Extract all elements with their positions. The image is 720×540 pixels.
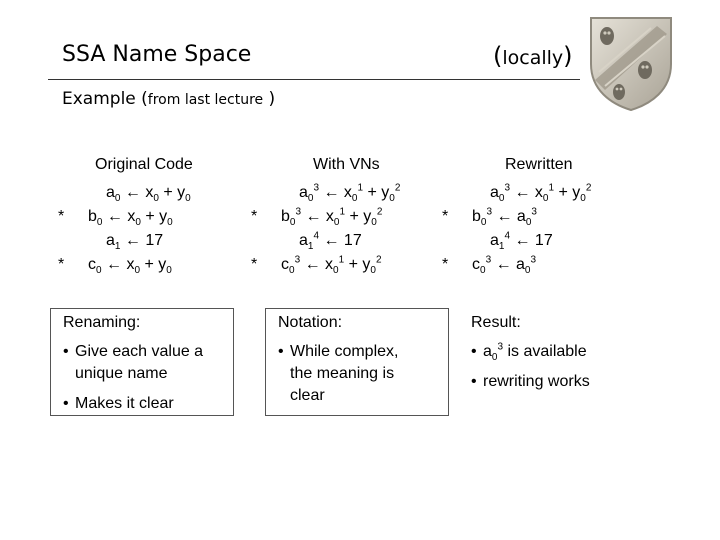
asterisk-marker: * [58, 208, 65, 225]
bullet-dot-icon: • [278, 343, 284, 360]
code-text: $c_0^3$ ← $a_0^3$ [472, 254, 537, 277]
asterisk-marker: * [442, 256, 449, 273]
code-text: $b_0^3$ ← $x_0^1 + y_0^2$ [281, 206, 383, 229]
code-text: $a_0$ ← $x_0 + y_0$ [106, 184, 191, 205]
title-tag [493, 42, 573, 70]
bullet-text: $a_0^3$ is available [483, 341, 587, 364]
bullet-dot-icon: • [63, 395, 69, 412]
bullet-item [63, 341, 213, 385]
box-title: Renaming: [63, 314, 141, 331]
result-box [458, 308, 642, 416]
bullet-item [63, 393, 213, 415]
bullet-text: Give each value a unique name [75, 343, 204, 382]
bullet-dot-icon: • [471, 373, 477, 390]
code-text: $a_1^4$ ← 17 [490, 230, 553, 253]
bullet-text: Makes it clear [75, 395, 174, 412]
bullet-dot-icon: • [63, 343, 69, 360]
tag-word: locally [502, 47, 564, 69]
renaming-box [50, 308, 234, 416]
subtitle-small: from last lecture [147, 92, 264, 108]
asterisk-marker: * [251, 256, 258, 273]
column-heading-original: Original Code [95, 156, 193, 173]
university-crest-shield-icon [585, 12, 677, 112]
tag-close-paren: ) [563, 42, 573, 70]
bullet-item [278, 341, 406, 407]
bullet-item [471, 341, 641, 363]
code-text: $c_0$ ← $x_0 + y_0$ [88, 256, 172, 277]
asterisk-marker: * [58, 256, 65, 273]
asterisk-marker: * [442, 208, 449, 225]
code-text: $b_0$ ← $x_0 + y_0$ [88, 208, 173, 229]
code-text: $a_1$ ← 17 [106, 232, 164, 253]
slide-title: SSA Name Space [62, 42, 252, 67]
column-heading-rewritten: Rewritten [505, 156, 573, 173]
column-heading-vns: With VNs [313, 156, 380, 173]
title-divider [48, 79, 580, 80]
code-text: $c_0^3$ ← $x_0^1 + y_0^2$ [281, 254, 382, 277]
bullet-text: rewriting works [483, 373, 590, 390]
bullet-item [471, 371, 641, 393]
box-title: Notation: [278, 314, 343, 331]
code-text: $b_0^3$ ← $a_0^3$ [472, 206, 537, 229]
notation-box [265, 308, 449, 416]
slide-subtitle [62, 89, 275, 109]
code-text: $a_1^4$ ← 17 [299, 230, 362, 253]
box-title: Result: [471, 314, 521, 331]
code-text: $a_0^3$ ← $x_0^1 + y_0^2$ [490, 182, 592, 205]
tag-open-paren: ( [493, 42, 503, 70]
bullet-dot-icon: • [471, 343, 477, 360]
subtitle-main: Example ( [62, 89, 148, 109]
code-text: $a_0^3$ ← $x_0^1 + y_0^2$ [299, 182, 401, 205]
subtitle-close: ) [263, 89, 276, 109]
asterisk-marker: * [251, 208, 258, 225]
bullet-text: While complex, the meaning is clear [290, 343, 399, 404]
